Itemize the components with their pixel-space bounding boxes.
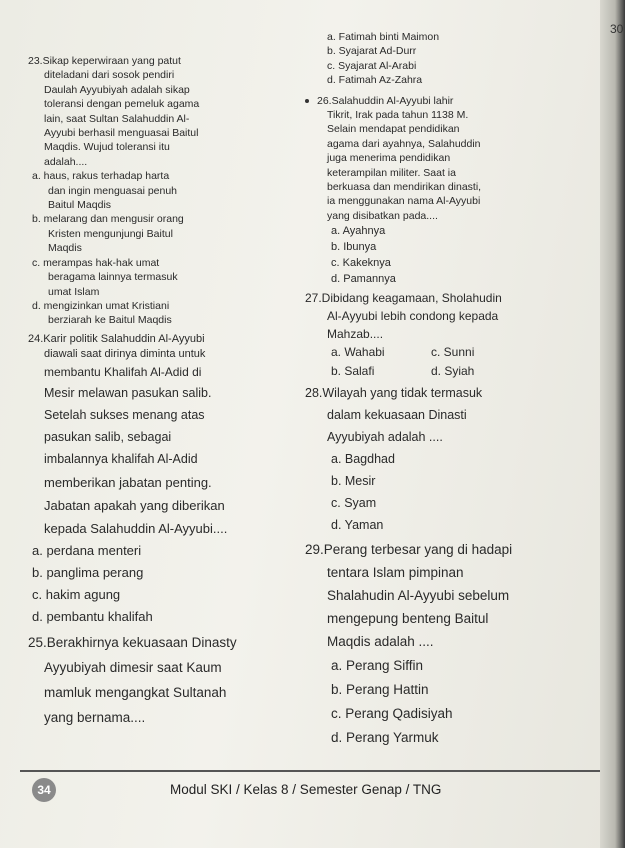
q23-option-d: d. mengizinkan umat Kristiani (32, 299, 170, 312)
q29-option-b: b. Perang Hattin (331, 682, 429, 698)
q22-option-d: d. Fatimah Az-Zahra (327, 74, 423, 87)
q22-option-c: c. Syajarat Al-Arabi (327, 59, 417, 72)
page-number-badge: 34 (32, 778, 56, 802)
q23-line: Maqdis. Wujud toleransi itu (44, 141, 170, 154)
q27-line: Al-Ayyubi lebih condong kepada (327, 309, 499, 324)
q25-line: mamluk mengangkat Sultanah (44, 685, 227, 701)
right-column (305, 30, 601, 750)
q23-option-c-cont: beragama lainnya termasuk (48, 271, 178, 284)
q23-line: adalah.... (44, 155, 88, 168)
q24-option-b: b. panglima perang (32, 565, 144, 581)
q23-line: toleransi dengan pemeluk agama (44, 98, 200, 111)
q27-option-d: d. Syiah (431, 364, 475, 379)
q23-option-b: b. melarang dan mengusir orang (32, 213, 184, 226)
q26-line (305, 94, 601, 108)
q26-option-a: a. Ayahnya (331, 225, 386, 238)
q23-option-c-cont: umat Islam (48, 285, 100, 298)
q26-line-text: 26.Salahuddin Al-Ayyubi lahir (317, 94, 454, 107)
q27-line: 27.Dibidang keagamaan, Sholahudin (305, 291, 502, 306)
question-24 (28, 332, 290, 629)
q26-line: yang disibatkan pada.... (327, 209, 438, 222)
q23-line: Ayyubi berhasil menguasai Baitul (44, 127, 199, 140)
q26-line: Tikrit, Irak pada tahun 1138 M. (327, 109, 469, 122)
q24-option-d: d. pembantu khalifah (32, 609, 153, 625)
q28-line: dalam kekuasaan Dinasti (327, 408, 467, 423)
q23-option-a: a. haus, rakus terhadap harta (32, 170, 170, 183)
q25-line: Ayyubiyah dimesir saat Kaum (44, 660, 222, 676)
question-27 (305, 289, 601, 381)
q24-line: Setelah sukses menang atas (44, 408, 205, 423)
q26-option-d: d. Pamannya (331, 273, 396, 286)
q26-line: ia menggunakan nama Al-Ayyubi (327, 195, 481, 208)
q27-option-b: b. Salafi (331, 364, 375, 379)
page-footer (20, 770, 600, 806)
q26-option-c: c. Kakeknya (331, 257, 391, 270)
q23-line: Daulah Ayyubiyah adalah sikap (44, 83, 190, 96)
q27-option-c: c. Sunni (431, 345, 475, 360)
q29-option-a: a. Perang Siffin (331, 658, 424, 674)
q24-line: 24.Karir politik Salahuddin Al-Ayyubi (28, 332, 205, 345)
q23-option-a-cont: Baitul Maqdis (48, 199, 112, 212)
page-fold-edge (600, 0, 625, 848)
q23-line: diteladani dari sosok pendiri (44, 69, 175, 82)
q24-line: membantu Khalifah Al-Adid di (44, 365, 202, 380)
question-26 (305, 94, 601, 288)
q24-line: kepada Salahuddin Al-Ayyubi.... (44, 521, 228, 537)
q27-line: Mahzab.... (327, 327, 384, 342)
q28-line: Ayyubiyah adalah .... (327, 430, 443, 445)
q24-line: memberikan jabatan penting. (44, 475, 212, 491)
q29-option-c: c. Perang Qadisiyah (331, 706, 453, 722)
q23-line: lain, saat Sultan Salahuddin Al- (44, 112, 190, 125)
q29-line: Shalahudin Al-Ayyubi sebelum (327, 588, 510, 604)
q26-option-b: b. Ibunya (331, 241, 377, 254)
question-28 (305, 383, 601, 536)
q29-option-d: d. Perang Yarmuk (331, 730, 439, 746)
question-29 (305, 538, 601, 750)
q28-option-b: b. Mesir (331, 474, 376, 489)
q26-line: agama dari ayahnya, Salahuddin (327, 137, 481, 150)
q27-option-a: a. Wahabi (331, 345, 385, 360)
left-column (28, 54, 290, 730)
question-25 (28, 630, 290, 730)
q28-option-a: a. Bagdhad (331, 452, 395, 467)
q29-line: mengepung benteng Baitul (327, 611, 489, 627)
q23-option-c: c. merampas hak-hak umat (32, 256, 160, 269)
q24-line: diawali saat dirinya diminta untuk (44, 347, 206, 360)
q22-option-b: b. Syajarat Ad-Durr (327, 45, 417, 58)
q29-line: 29.Perang terbesar yang di hadapi (305, 542, 513, 558)
q23-option-d-cont: berziarah ke Baitul Maqdis (48, 314, 172, 327)
q22-option-a: a. Fatimah binti Maimon (327, 31, 440, 43)
q23-option-a-cont: dan ingin menguasai penuh (48, 184, 178, 197)
q24-option-a: a. perdana menteri (32, 543, 142, 559)
q28-option-c: c. Syam (331, 496, 377, 511)
bullet-dot-icon (305, 99, 309, 103)
q24-line: Mesir melawan pasukan salib. (44, 386, 212, 401)
q27-options-row (305, 343, 601, 362)
q23-option-b-cont: Kristen mengunjungi Baitul (48, 227, 173, 240)
q23-line: 23.Sikap keperwiraan yang patut (28, 55, 181, 67)
q24-line: Jabatan apakah yang diberikan (44, 498, 225, 514)
q29-line: tentara Islam pimpinan (327, 565, 464, 581)
q23-option-b-cont: Maqdis (48, 242, 82, 255)
footer-title: Modul SKI / Kelas 8 / Semester Genap / TNG (170, 782, 442, 797)
q28-option-d: d. Yaman (331, 518, 384, 533)
question-22-options (305, 30, 601, 88)
q26-line: berkuasa dan mendirikan dinasti, (327, 181, 482, 194)
q24-option-c: c. hakim agung (32, 587, 121, 603)
q28-line: 28.Wilayah yang tidak termasuk (305, 386, 483, 401)
question-23 (28, 54, 290, 328)
q27-options-row (305, 362, 601, 381)
q25-line: yang bernama.... (44, 710, 146, 726)
q25-line: 25.Berakhirnya kekuasaan Dinasty (28, 635, 237, 651)
facing-page-number: 30 (610, 22, 624, 36)
q29-line: Maqdis adalah .... (327, 634, 434, 650)
q26-line: Selain mendapat pendidikan (327, 123, 460, 136)
q26-line: juga menerima pendidikan (327, 152, 451, 165)
q26-line: keterampilan militer. Saat ia (327, 166, 456, 179)
q24-line: pasukan salib, sebagai (44, 430, 172, 445)
q24-line: imbalannya khalifah Al-Adid (44, 452, 198, 467)
